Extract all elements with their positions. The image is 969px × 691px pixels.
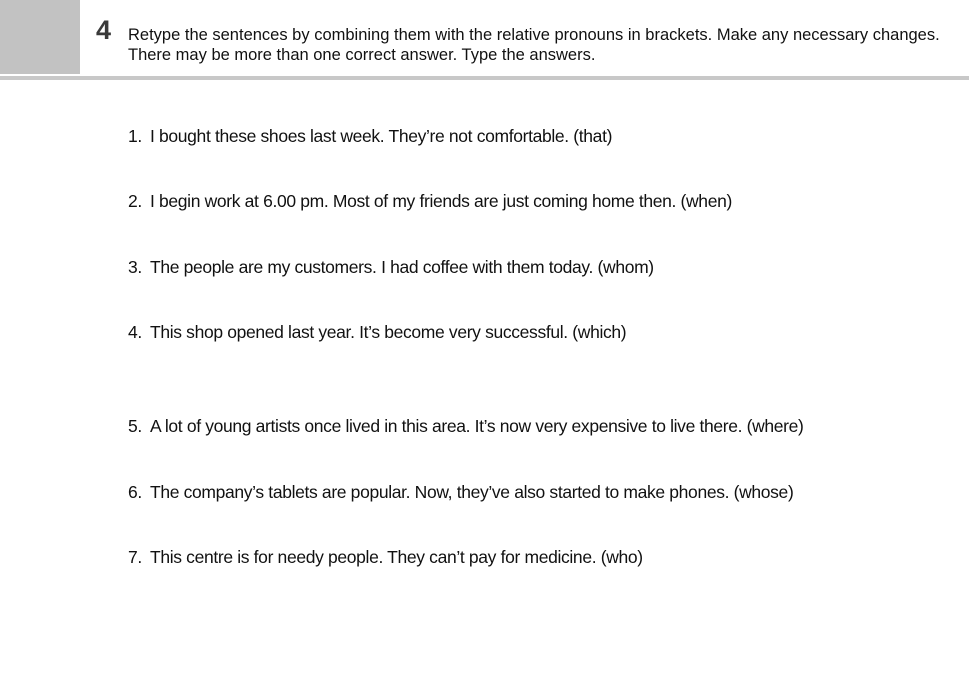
sentence-text: A lot of young artists once lived in this area. It’s now very expensive to live there. (where) xyxy=(150,416,804,436)
exercise-number: 4 xyxy=(96,15,112,45)
sentence-item-1 xyxy=(128,125,612,147)
sentence-item-2 xyxy=(128,190,732,212)
sentence-item-6 xyxy=(128,481,793,503)
sentence-number: 5. xyxy=(128,416,142,436)
exercise-header xyxy=(0,0,969,80)
exercise-number-block xyxy=(0,0,80,74)
sentence-text: I begin work at 6.00 pm. Most of my friends are just coming home then. (when) xyxy=(150,191,732,211)
sentence-item-5 xyxy=(128,415,804,437)
sentence-number: 4. xyxy=(128,322,142,342)
sentence-number: 7. xyxy=(128,547,142,567)
sentence-text: This centre is for needy people. They can’t pay for medicine. (who) xyxy=(150,547,643,567)
sentence-number: 1. xyxy=(128,126,142,146)
sentence-number: 6. xyxy=(128,482,142,502)
sentence-text: This shop opened last year. It’s become very successful. (which) xyxy=(150,322,627,342)
sentence-number: 3. xyxy=(128,257,142,277)
sentence-text: The people are my customers. I had coffee with them today. (whom) xyxy=(150,257,654,277)
sentence-text: The company’s tablets are popular. Now, they’ve also started to make phones. (whose) xyxy=(150,482,794,502)
sentence-item-3 xyxy=(128,256,654,278)
sentence-text: I bought these shoes last week. They’re not comfortable. (that) xyxy=(150,126,613,146)
sentence-item-7 xyxy=(128,546,643,568)
sentence-item-4 xyxy=(128,321,626,343)
sentence-number: 2. xyxy=(128,191,142,211)
exercise-instructions: Retype the sentences by combining them with the relative pronouns in brackets. Make any necessary changes. There may be more than one correct answer. Type the answers. xyxy=(128,26,940,64)
